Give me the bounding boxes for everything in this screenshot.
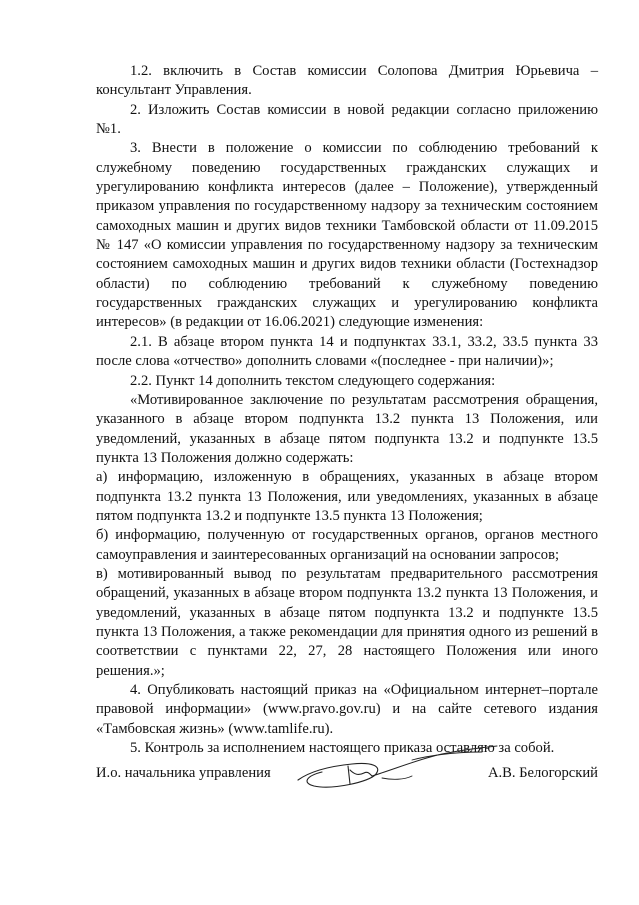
- document-body: [96, 62, 598, 758]
- paragraph-2-2: 2.2. Пункт 14 дополнить текстом следующего содержания:: [130, 372, 496, 389]
- paragraph-1-2: 1.2. включить в Состав комиссии Солопова Дмитрия Юрьевича – консультант Управления.: [96, 63, 598, 99]
- signature-row: [96, 760, 598, 790]
- signatory-title: И.о. начальника управления: [96, 765, 271, 781]
- paragraph-5: 5. Контроль за исполнением настоящего приказа оставляю за собой.: [130, 740, 555, 757]
- paragraph-quote-intro: «Мотивированное заключение по результатам рассмотрения обращения, указанного в абзаце втором подпункта 13.2 пункта 13 Положения, или уведомлений, указанных в абзаце пятом подпункта 13.2 и подпункте 13.5 пункта 13 Положения должно содержать:: [96, 391, 598, 466]
- paragraph-4: 4. Опубликовать настоящий приказ на «Официальном интернет–портале правовой информации» (www.pravo.gov.ru) и на сайте сетевого издания «Тамбовская жизнь» (www.tamlife.ru).: [96, 682, 598, 737]
- signatory-name: А.В. Белогорский: [487, 765, 598, 781]
- paragraph-2-1: 2.1. В абзаце втором пункта 14 и подпунктах 33.1, 33.2, 33.5 пункта 33 после слова «отчество» дополнить словами «(последнее - при наличии)»;: [96, 333, 598, 370]
- paragraph-item-a: а) информацию, изложенную в обращениях, указанных в абзаце втором подпункта 13.2 пункта 13 Положения, или уведомлениях, указанных в абзаце пятом подпункта 13.2 и подпункте 13.5 пункта 13 Положения;: [96, 469, 598, 524]
- paragraph-item-v: в) мотивированный вывод по результатам предварительного рассмотрения обращений, указанных в абзаце втором подпункта 13.2 пункта 13 Положения, и уведомлений, указанных в абзаце пятом подпункта 13.2 и подпункте 13.5 пункта 13 Положения, а также рекомендации для принятия одного из решений в соответствии с пунктами 22, 27, 28 настоящего Положения или иного решения.»;: [96, 565, 598, 679]
- handwritten-signature: [292, 740, 512, 800]
- paragraph-3: 3. Внести в положение о комиссии по соблюдению требований к служебному поведению государственных гражданских служащих и урегулированию конфликта интересов (далее – Положение), утвержденный приказом управления по государственному надзору за техническим состоянием самоходных машин и других видов техники Тамбовской области от 11.09.2015 № 147 «О комиссии управления по государственному надзору за техническим состоянием самоходных машин и других видов техники области (Гостехнадзор области) по соблюдению требований к служебному поведению государственных гражданских служащих и урегулированию конфликта интересов» (в редакции от 16.06.2021) следующие изменения:: [96, 140, 598, 331]
- paragraph-2: 2. Изложить Состав комиссии в новой редакции согласно приложению №1.: [96, 101, 598, 138]
- paragraph-item-b: б) информацию, полученную от государственных органов, органов местного самоуправления и заинтересованных организаций на основании запросов;: [96, 527, 598, 563]
